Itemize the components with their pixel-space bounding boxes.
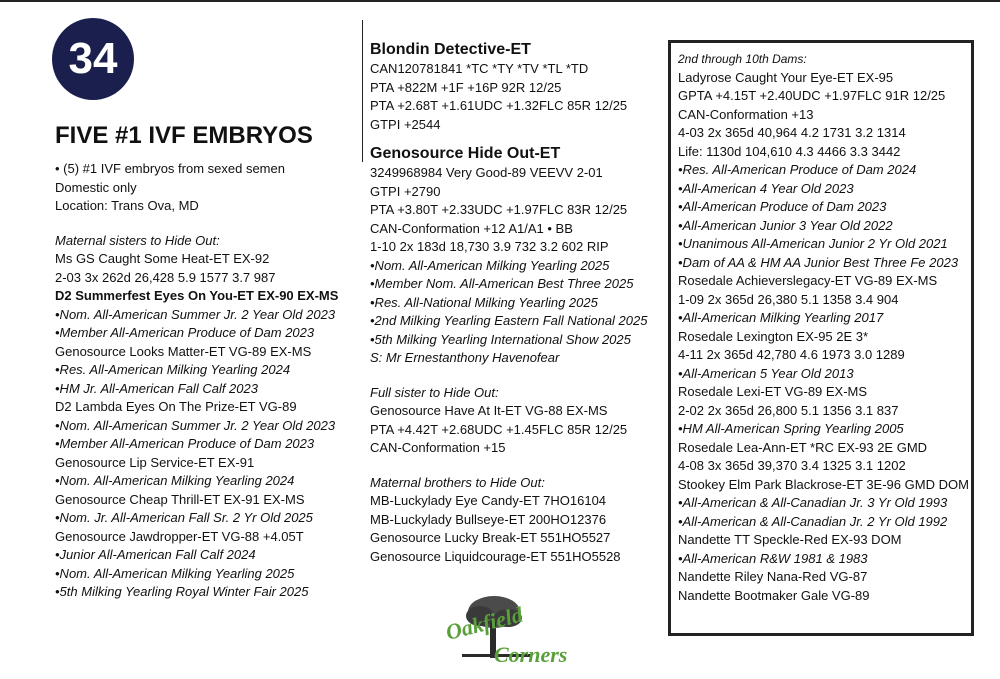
maternal-brother-line: MB-Luckylady Eye Candy-ET 7HO16104: [370, 493, 607, 508]
ancestor-line: •All-American Produce of Dam 2023: [678, 199, 887, 214]
intro-line: Domestic only: [55, 179, 137, 195]
sire-line: PTA +822M +1F +16P 92R 12/25: [370, 79, 562, 95]
maternal-sister-line: •Junior All-American Fall Calf 2024: [55, 547, 256, 562]
dams-header: 2nd through 10th Dams:: [678, 52, 807, 66]
spacer: [370, 458, 647, 474]
tree-logo-icon: [442, 590, 592, 670]
dams-list: [678, 69, 969, 606]
dam-detail-line: S: Mr Ernestanthony Havenofear: [370, 350, 560, 365]
maternal-sister-line: •Res. All-American Milking Yearling 2024: [55, 362, 291, 377]
ancestor-line: Rosedale Lea-Ann-ET *RC EX-93 2E GMD: [678, 439, 928, 455]
dam-detail-line: •2nd Milking Yearling Eastern Fall National 2025: [370, 313, 648, 328]
ancestor-line: •All-American 4 Year Old 2023: [678, 180, 854, 196]
maternal-sister-line: Genosource Lip Service-ET EX-91: [55, 454, 255, 470]
maternal-sister-line: Genosource Cheap Thrill-ET EX-91 EX-MS: [55, 491, 305, 507]
maternal-sister-line: •5th Milking Yearling Royal Winter Fair 2025: [55, 584, 309, 599]
spacer: [370, 368, 647, 384]
ancestor-line: Nandette Bootmaker Gale VG-89: [678, 587, 870, 603]
sire-name: Blondin Detective-ET: [370, 41, 531, 58]
maternal-sister-line: •Nom. All-American Milking Yearling 2024: [55, 473, 295, 488]
maternal-sister-line: •Nom. All-American Summer Jr. 2 Year Old 2023: [55, 306, 336, 322]
spacer: [370, 134, 647, 144]
dam-detail-line: •Nom. All-American Milking Yearling 2025: [370, 257, 610, 273]
ancestor-line: 4-11 2x 365d 42,780 4.6 1973 3.0 1289: [678, 347, 905, 362]
dam-detail-line: •5th Milking Yearling International Show 2025: [370, 331, 631, 347]
ancestor-line: Stookey Elm Park Blackrose-ET 3E-96 GMD DOM: [678, 476, 969, 492]
ancestor-line: •Res. All-American Produce of Dam 2024: [678, 162, 917, 177]
ancestor-line: Ladyrose Caught Your Eye-ET EX-95: [678, 69, 894, 85]
ancestor-line: 1-09 2x 365d 26,380 5.1 1358 3.4 904: [678, 291, 899, 307]
maternal-brothers-header: Maternal brothers to Hide Out:: [370, 474, 545, 490]
dam-detail-line: 1-10 2x 183d 18,730 3.9 732 3.2 602 RIP: [370, 239, 609, 254]
oakfield-corners-logo: [442, 590, 592, 670]
ancestor-line: Rosedale Lexi-ET VG-89 EX-MS: [678, 384, 868, 399]
ancestor-line: Rosedale Achieverslegacy-ET VG-89 EX-MS: [678, 273, 938, 288]
ancestor-line: •All-American & All-Canadian Jr. 3 Yr Old 1993: [678, 495, 948, 510]
maternal-sister-line: Genosource Jawdropper-ET VG-88 +4.05T: [55, 528, 304, 544]
ancestor-line: GPTA +4.15T +2.40UDC +1.97FLC 91R 12/25: [678, 88, 946, 103]
dam-details: [370, 164, 647, 368]
intro-line: Location: Trans Ova, MD: [55, 198, 199, 213]
ancestor-line: Rosedale Lexington EX-95 2E 3*: [678, 328, 869, 344]
ancestor-line: •Unanimous All-American Junior 2 Yr Old 2021: [678, 236, 948, 251]
dam-detail-line: 3249968984 Very Good-89 VEEVV 2-01: [370, 165, 603, 180]
svg-text:Corners: Corners: [494, 642, 568, 667]
maternal-sisters-list: [55, 250, 338, 602]
ancestor-line: •All-American Milking Yearling 2017: [678, 310, 884, 325]
page-title: FIVE #1 IVF EMBRYOS: [55, 122, 313, 149]
maternal-sister-line: •Member All-American Produce of Dam 2023: [55, 436, 315, 451]
maternal-sister-line: •Member All-American Produce of Dam 2023: [55, 325, 315, 340]
ancestor-line: 4-03 2x 365d 40,964 4.2 1731 3.2 1314: [678, 125, 906, 140]
sire-line: GTPI +2544: [370, 116, 441, 132]
dam-detail-line: CAN-Conformation +12 A1/A1 • BB: [370, 220, 573, 236]
dam-detail-line: PTA +3.80T +2.33UDC +1.97FLC 83R 12/25: [370, 202, 628, 217]
ancestor-line: Nandette TT Speckle-Red EX-93 DOM: [678, 532, 902, 547]
ancestor-line: •All-American Junior 3 Year Old 2022: [678, 217, 893, 233]
ancestor-line: Nandette Riley Nana-Red VG-87: [678, 569, 868, 584]
maternal-sister-line: 2-03 3x 262d 26,428 5.9 1577 3.7 987: [55, 269, 276, 285]
ancestor-line: Life: 1130d 104,610 4.3 4466 3.3 3442: [678, 143, 901, 159]
divider: [362, 20, 363, 162]
sire-line: CAN120781841 *TC *TY *TV *TL *TD: [370, 61, 589, 76]
maternal-sister-line: •HM Jr. All-American Fall Calf 2023: [55, 380, 258, 396]
left-column: [55, 122, 338, 602]
ancestor-line: •All-American 5 Year Old 2013: [678, 365, 854, 381]
svg-text:Oakfield: Oakfield: [443, 601, 526, 645]
full-sister-line: PTA +4.42T +2.68UDC +1.45FLC 85R 12/25: [370, 421, 628, 437]
full-sister-line: CAN-Conformation +15: [370, 440, 506, 455]
lot-number-badge: [52, 18, 134, 100]
ancestor-line: CAN-Conformation +13: [678, 106, 814, 122]
ancestor-line: •Dam of AA & HM AA Junior Best Three Fe 2023: [678, 254, 959, 270]
maternal-sister-line: D2 Lambda Eyes On The Prize-ET VG-89: [55, 399, 297, 414]
maternal-sister-line: •Nom. All-American Milking Yearling 2025: [55, 565, 295, 581]
dam-detail-line: •Res. All-National Milking Yearling 2025: [370, 294, 598, 310]
ancestor-line: •HM All-American Spring Yearling 2005: [678, 421, 904, 436]
maternal-sisters-header: Maternal sisters to Hide Out:: [55, 232, 220, 248]
full-sister-header: Full sister to Hide Out:: [370, 384, 499, 400]
sire-line: PTA +2.68T +1.61UDC +1.32FLC 85R 12/25: [370, 98, 628, 113]
dam-detail-line: GTPI +2790: [370, 183, 441, 199]
maternal-brother-line: Genosource Liquidcourage-ET 551HO5528: [370, 548, 621, 564]
right-column: [678, 50, 969, 605]
dam-detail-line: •Member Nom. All-American Best Three 2025: [370, 276, 634, 291]
dam-name: Genosource Hide Out-ET: [370, 145, 561, 162]
maternal-brother-line: MB-Luckylady Bullseye-ET 200HO12376: [370, 511, 607, 527]
maternal-sister-line: •Nom. All-American Summer Jr. 2 Year Old 2023: [55, 417, 336, 433]
maternal-sister-line: Ms GS Caught Some Heat-ET EX-92: [55, 251, 270, 266]
middle-column: [370, 40, 647, 566]
top-border: [0, 0, 1000, 8]
spacer: [55, 216, 338, 232]
lot-number: 34: [68, 34, 118, 83]
maternal-sister-line: D2 Summerfest Eyes On You-ET EX-90 EX-MS: [55, 288, 339, 303]
spacer: [55, 150, 338, 160]
ancestor-line: •All-American & All-Canadian Jr. 2 Yr Old 1992: [678, 513, 948, 529]
ancestor-line: 4-08 3x 365d 39,370 3.4 1325 3.1 1202: [678, 458, 906, 473]
ancestor-line: 2-02 2x 365d 26,800 5.1 1356 3.1 837: [678, 402, 899, 418]
maternal-sister-line: Genosource Looks Matter-ET VG-89 EX-MS: [55, 343, 312, 359]
ancestor-line: •All-American R&W 1981 & 1983: [678, 550, 868, 566]
maternal-brother-line: Genosource Lucky Break-ET 551HO5527: [370, 530, 611, 545]
intro-line: • (5) #1 IVF embryos from sexed semen: [55, 161, 285, 176]
full-sister-line: Genosource Have At It-ET VG-88 EX-MS: [370, 403, 608, 418]
maternal-sister-line: •Nom. Jr. All-American Fall Sr. 2 Yr Old 2025: [55, 510, 313, 525]
